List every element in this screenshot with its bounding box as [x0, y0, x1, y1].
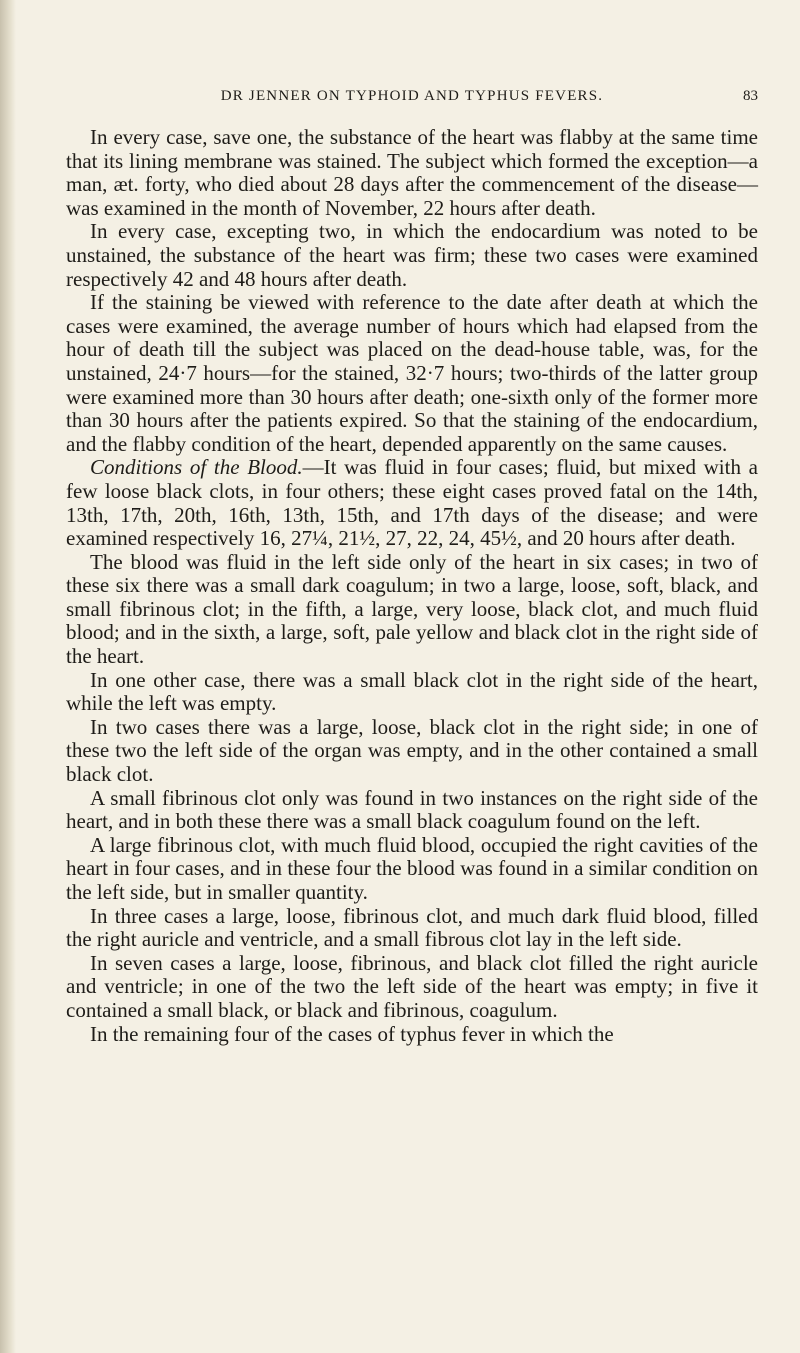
paragraph: A small fibrinous clot only was found in two instances on the right side of the heart, and in both these there was a small black coagulum found on the left. — [66, 785, 758, 834]
paragraph: If the staining be viewed with reference to the date after death at which the cases were examined, the average number of hours which had elapsed from the hour of death till the subject was placed on the dead-house table, was, for the unstained, 24·7 hours—for the stained, 32·7 hours; two-thirds of the latter group were examined more than 30 hours after death; one-sixth only of the former more than 30 hours after the patients expired. So that the staining of the endocardium, and the flabby condition of the heart, depended apparently on the same causes. — [66, 290, 758, 456]
paragraph: In three cases a large, loose, fibrinous clot, and much dark fluid blood, filled the right auricle and ventricle, and a small fibrous clot lay in the left side. — [66, 903, 758, 952]
page-header — [66, 88, 758, 118]
book-gutter-shadow — [0, 0, 16, 1353]
page-number: 83 — [743, 88, 758, 104]
paragraph: In the remaining four of the cases of typhus fever in which the — [90, 1021, 614, 1046]
section-heading: Conditions of the Blood. — [90, 455, 303, 480]
paragraph: The blood was fluid in the left side only of the heart in six cases; in two of these six there was a small dark coagulum; in two a large, loose, soft, black, and small fibrinous clot; in the fifth, a large, very loose, black clot, and much fluid blood; and in the sixth, a large, soft, pale yellow and black clot in the right side of the heart. — [66, 549, 758, 669]
running-head: DR JENNER ON TYPHOID AND TYPHUS FEVERS. — [220, 88, 604, 104]
paragraph — [66, 456, 758, 550]
paragraph: In seven cases a large, loose, fibrinous, and black clot filled the right auricle and ventricle; in one of the two the left side of the heart was empty; in five it contained a small black, or black and fibrinous, coagulum. — [66, 950, 758, 1022]
paragraph: A large fibrinous clot, with much fluid blood, occupied the right cavities of the heart in four cases, and in these four the blood was found in a similar condition on the left side, but in smaller quantity. — [66, 832, 758, 904]
paragraph-text: —It was fluid in four cases; fluid, but mixed with a few loose black clots, in four others; these eight cases proved fatal on the 14th, 13th, 17th, 20th, 16th, 13th, 15th, and 17th days of the disease; and were examined respectively 16, 27¼, 21½, 27, 22, 24, 45½, and 20 hours after death. — [66, 455, 758, 551]
body-text — [66, 126, 758, 1046]
paragraph: In every case, excepting two, in which the endocardium was noted to be unstained, the substance of the heart was firm; these two cases were examined respectively 42 and 48 hours after death. — [66, 219, 758, 291]
paragraph: In two cases there was a large, loose, black clot in the right side; in one of these two the left side of the organ was empty, and in the other contained a small black clot. — [66, 714, 758, 787]
document-page — [66, 88, 758, 1046]
paragraph: In one other case, there was a small black clot in the right side of the heart, while the left was empty. — [66, 667, 758, 716]
paragraph: In every case, save one, the substance of the heart was flabby at the same time that its lining membrane was stained. The subject which formed the exception—a man, æt. forty, who died about 28 days after the commencement of the disease—was examined in the month of November, 22 hours after death. — [66, 125, 758, 220]
